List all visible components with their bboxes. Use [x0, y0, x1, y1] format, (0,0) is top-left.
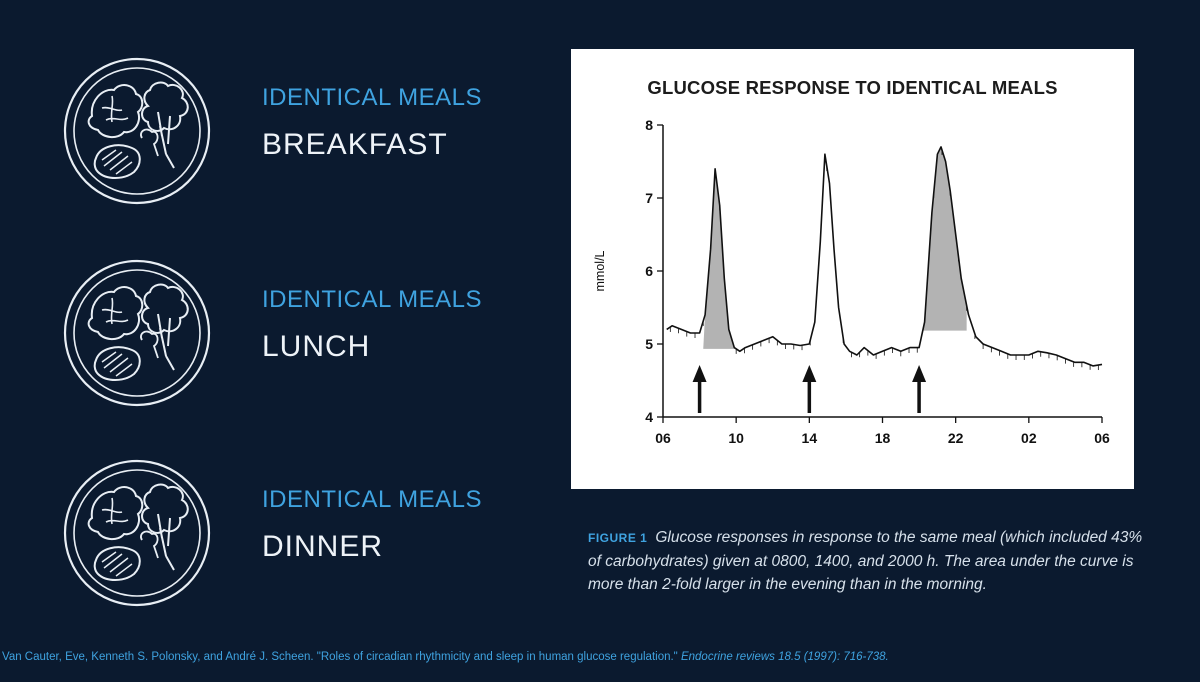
- figure-caption: [588, 526, 1148, 596]
- meal-plate-icon: [62, 258, 212, 408]
- x-tick-label-5: 02: [1021, 430, 1037, 446]
- x-tick-label-6: 06: [1094, 430, 1110, 446]
- y-axis-label: mmol/L: [593, 250, 607, 292]
- meal-row-dinner: [62, 458, 542, 608]
- shaded-area-0: [703, 169, 736, 349]
- x-tick-label-1: 10: [728, 430, 744, 446]
- series-line: [667, 147, 1102, 366]
- meal-name-breakfast: BREAKFAST: [262, 128, 448, 161]
- glucose-chart-card: [571, 49, 1134, 489]
- meal-name-lunch: LUNCH: [262, 330, 371, 363]
- meal-row-lunch: [62, 258, 542, 408]
- meal-arrow-head-1: [802, 365, 816, 382]
- figure-caption-text: Glucose responses in response to the same meal (which included 43% of carbohydrates) given at 0800, 1400, and 2000 h. The area under the curve is more than 2-fold larger in the evening than in the morning.: [588, 529, 1143, 593]
- y-tick-label-6: 6: [645, 263, 653, 279]
- citation-text: Van Cauter, Eve, Kenneth S. Polonsky, and André J. Scheen. "Roles of circadian rhythmicity and sleep in human glucose regulation.": [2, 651, 678, 663]
- meal-kicker: IDENTICAL MEALS: [262, 286, 482, 313]
- meal-name-dinner: DINNER: [262, 530, 384, 563]
- citation: [2, 651, 1198, 663]
- glucose-chart: [571, 49, 1134, 489]
- shaded-area-1: [923, 147, 967, 331]
- x-tick-label-0: 06: [655, 430, 671, 446]
- y-tick-label-7: 7: [645, 190, 653, 206]
- x-tick-label-2: 14: [801, 430, 818, 446]
- meal-plate-icon: [62, 56, 212, 206]
- y-tick-label-4: 4: [645, 409, 653, 425]
- meal-kicker: IDENTICAL MEALS: [262, 486, 482, 513]
- meal-arrow-head-2: [912, 365, 926, 382]
- x-tick-label-3: 18: [874, 430, 891, 446]
- meal-arrow-head-0: [693, 365, 707, 382]
- y-tick-label-5: 5: [645, 336, 653, 352]
- meal-row-breakfast: [62, 56, 542, 206]
- x-tick-label-4: 22: [947, 430, 964, 446]
- citation-journal: Endocrine reviews 18.5 (1997): 716-738.: [680, 651, 889, 663]
- figure-label: FIGURE 1: [588, 531, 648, 545]
- meal-plate-icon: [62, 458, 212, 608]
- chart-title: GLUCOSE RESPONSE TO IDENTICAL MEALS: [647, 77, 1058, 98]
- y-tick-label-8: 8: [645, 117, 653, 133]
- meal-kicker: IDENTICAL MEALS: [262, 84, 482, 111]
